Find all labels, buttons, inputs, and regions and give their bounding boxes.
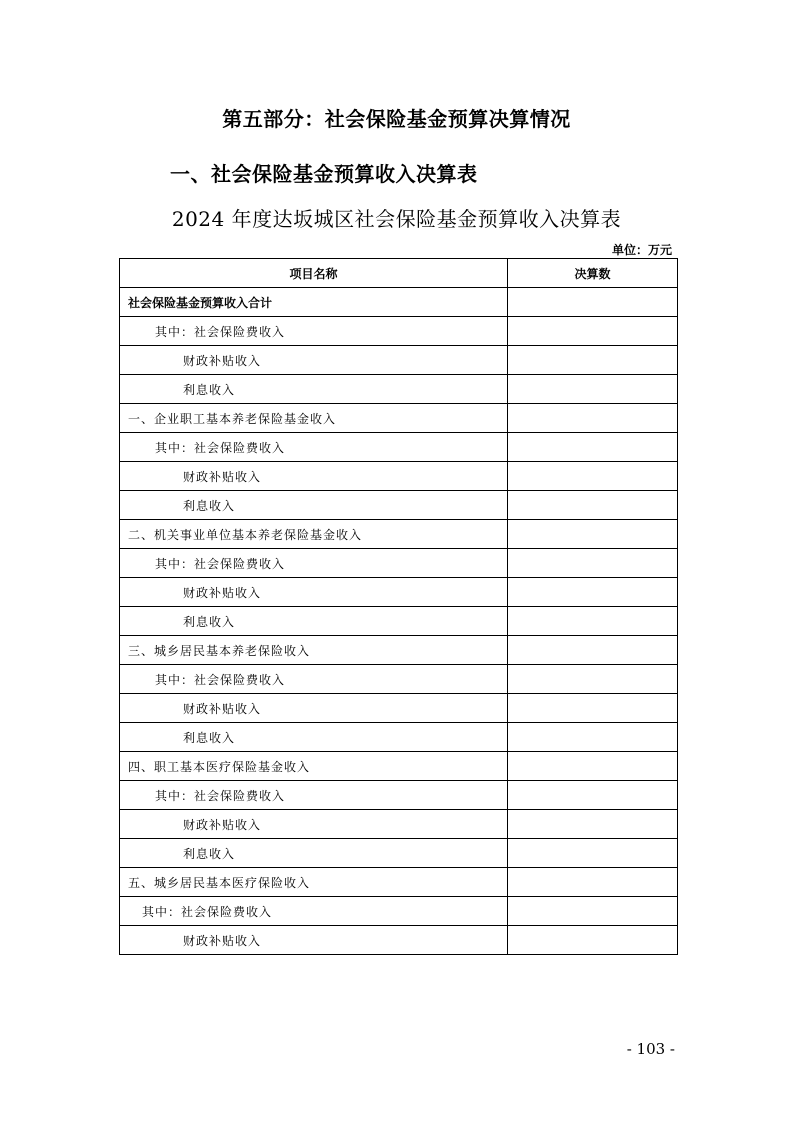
row-final-amount <box>508 868 678 897</box>
row-final-amount <box>508 317 678 346</box>
table-row <box>120 375 678 404</box>
revenue-final-accounts-table <box>119 258 678 955</box>
table-row <box>120 665 678 694</box>
row-item-name: 社会保险基金预算收入合计 <box>120 288 508 317</box>
row-item-name: 利息收入 <box>120 723 508 752</box>
page-number: - 103 - <box>626 1040 675 1058</box>
row-item-name: 五、城乡居民基本医疗保险收入 <box>120 868 508 897</box>
table-row <box>120 462 678 491</box>
row-item-name: 三、城乡居民基本养老保险收入 <box>120 636 508 665</box>
row-item-name: 利息收入 <box>120 375 508 404</box>
row-final-amount <box>508 346 678 375</box>
row-final-amount <box>508 810 678 839</box>
table-row <box>120 578 678 607</box>
table-row <box>120 694 678 723</box>
row-final-amount <box>508 926 678 955</box>
table-row <box>120 549 678 578</box>
row-item-name: 利息收入 <box>120 491 508 520</box>
row-final-amount <box>508 723 678 752</box>
row-final-amount <box>508 694 678 723</box>
table-row <box>120 288 678 317</box>
header-item-name: 项目名称 <box>120 259 508 288</box>
row-final-amount <box>508 549 678 578</box>
row-item-name: 财政补贴收入 <box>120 462 508 491</box>
table-row <box>120 317 678 346</box>
row-final-amount <box>508 375 678 404</box>
table-body <box>120 288 678 955</box>
table-row <box>120 868 678 897</box>
row-final-amount <box>508 752 678 781</box>
table-row <box>120 926 678 955</box>
row-final-amount <box>508 897 678 926</box>
section-title: 一、社会保险基金预算收入决算表 <box>170 162 478 186</box>
row-final-amount <box>508 665 678 694</box>
row-item-name: 其中：社会保险费收入 <box>120 433 508 462</box>
row-item-name: 其中：社会保险费收入 <box>120 781 508 810</box>
part-title: 第五部分：社会保险基金预算决算情况 <box>222 107 571 131</box>
table-row <box>120 636 678 665</box>
row-item-name: 其中：社会保险费收入 <box>120 549 508 578</box>
row-item-name: 财政补贴收入 <box>120 346 508 375</box>
row-item-name: 一、企业职工基本养老保险基金收入 <box>120 404 508 433</box>
row-final-amount <box>508 578 678 607</box>
table-row <box>120 491 678 520</box>
row-item-name: 利息收入 <box>120 607 508 636</box>
row-final-amount <box>508 520 678 549</box>
unit-label: 单位：万元 <box>611 243 672 257</box>
table-row <box>120 839 678 868</box>
row-item-name: 四、职工基本医疗保险基金收入 <box>120 752 508 781</box>
table-title: 2024 年度达坂城区社会保险基金预算收入决算表 <box>171 207 622 231</box>
row-final-amount <box>508 433 678 462</box>
row-item-name: 财政补贴收入 <box>120 694 508 723</box>
table-row <box>120 781 678 810</box>
table-row <box>120 433 678 462</box>
row-item-name: 财政补贴收入 <box>120 578 508 607</box>
table-row <box>120 752 678 781</box>
table-row <box>120 404 678 433</box>
table-row <box>120 897 678 926</box>
row-item-name: 其中：社会保险费收入 <box>120 897 508 926</box>
row-final-amount <box>508 491 678 520</box>
row-item-name: 其中：社会保险费收入 <box>120 317 508 346</box>
table-row <box>120 346 678 375</box>
row-item-name: 财政补贴收入 <box>120 926 508 955</box>
row-final-amount <box>508 462 678 491</box>
row-final-amount <box>508 288 678 317</box>
row-item-name: 利息收入 <box>120 839 508 868</box>
header-final-amount: 决算数 <box>508 259 678 288</box>
table-row <box>120 520 678 549</box>
row-final-amount <box>508 781 678 810</box>
row-final-amount <box>508 636 678 665</box>
row-item-name: 二、机关事业单位基本养老保险基金收入 <box>120 520 508 549</box>
row-final-amount <box>508 404 678 433</box>
row-final-amount <box>508 607 678 636</box>
table-row <box>120 810 678 839</box>
table-header-row <box>120 259 678 288</box>
table-row <box>120 607 678 636</box>
row-final-amount <box>508 839 678 868</box>
row-item-name: 其中：社会保险费收入 <box>120 665 508 694</box>
table-row <box>120 723 678 752</box>
row-item-name: 财政补贴收入 <box>120 810 508 839</box>
